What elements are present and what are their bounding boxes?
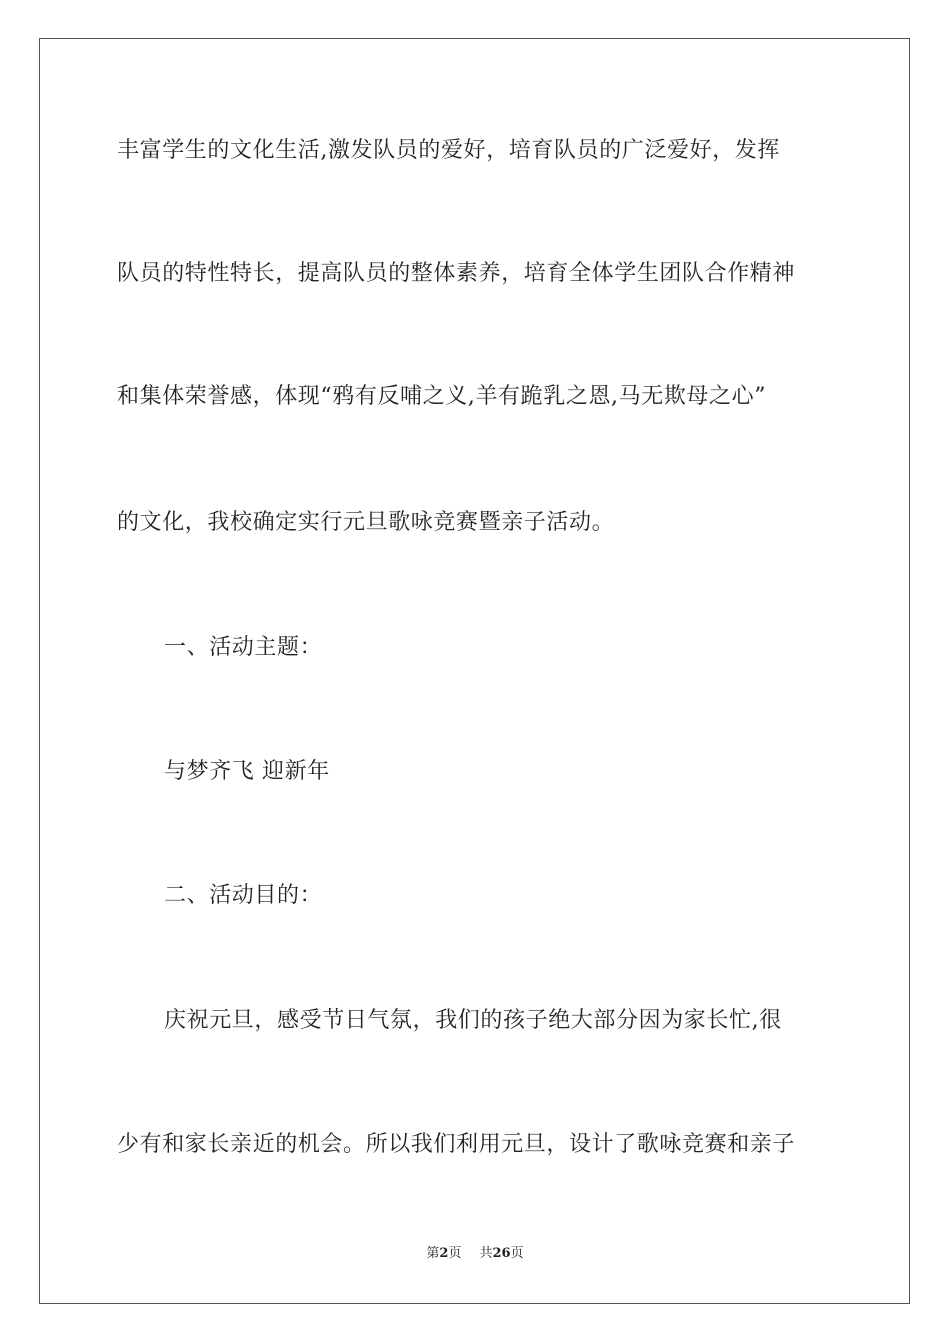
total-prefix: 共	[479, 1246, 493, 1261]
page-unit: 页	[448, 1246, 462, 1261]
body-line-4: 的文化，我校确定实行元旦歌咏竞赛暨亲子活动。	[117, 510, 615, 535]
purpose-line-2: 少有和家长亲近的机会。所以我们利用元旦，设计了歌咏竞赛和亲子	[117, 1132, 796, 1157]
body-line-1: 丰富学生的文化生活,激发队员的爱好，培育队员的广泛爱好，发挥	[117, 138, 780, 163]
total-pages: 26	[492, 1246, 511, 1261]
page-footer	[0, 1245, 950, 1263]
section-heading-purpose: 二、活动目的：	[164, 883, 323, 908]
body-line-3: 和集体荣誉感，体现“鸦有反哺之义,羊有跪乳之恩,马无欺母之心”	[117, 384, 767, 409]
page-number: 2	[439, 1246, 449, 1261]
page-prefix: 第	[426, 1246, 440, 1261]
body-line-2: 队员的特性特长，提高队员的整体素养，培育全体学生团队合作精神	[117, 261, 796, 286]
purpose-line-1: 庆祝元旦，感受节日气氛，我们的孩子绝大部分因为家长忙,很	[164, 1008, 782, 1033]
total-unit: 页	[510, 1246, 524, 1261]
page-border	[39, 38, 910, 1304]
theme-text: 与梦齐飞 迎新年	[164, 759, 330, 784]
section-heading-theme: 一、活动主题：	[164, 635, 323, 660]
